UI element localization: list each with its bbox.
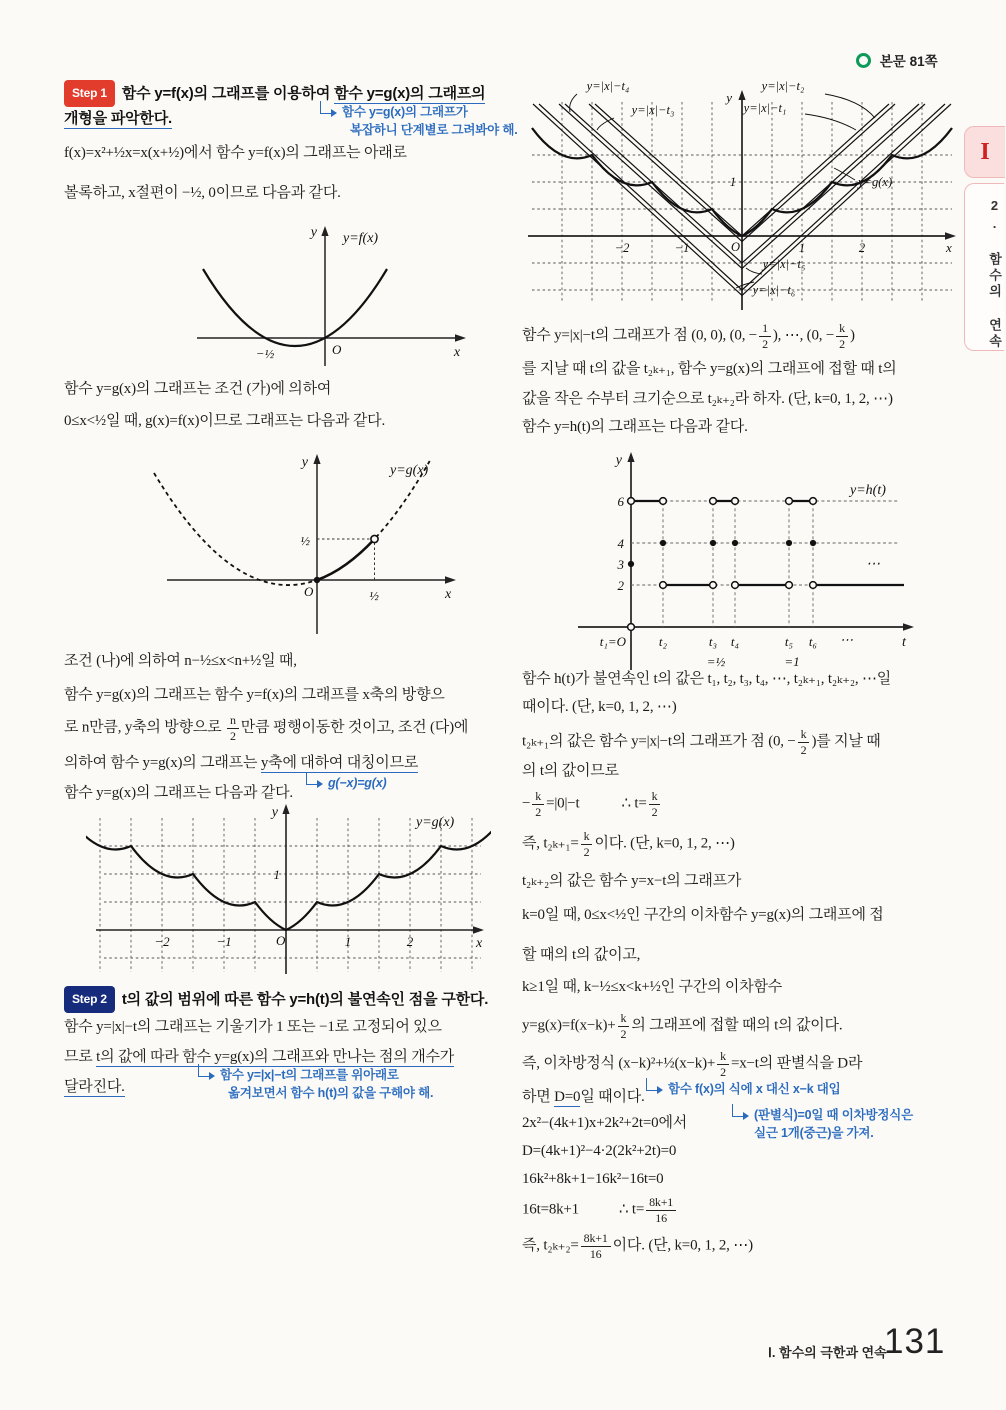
- rc-equation-D: D=(4k+1)²−4·2(2k²+2t)=0: [522, 1143, 677, 1159]
- tick-minus1: −1: [216, 934, 232, 949]
- xtick-t6: t₆: [808, 634, 818, 649]
- line-label-t4: y=|x|−t₄: [586, 79, 630, 93]
- fraction-8k1-over-16: $\frac{8k+1}{16}$: [646, 1196, 676, 1224]
- y-axis-arrow-icon: [738, 90, 745, 100]
- step1-paragraph2-line1: 함수 y=g(x)의 그래프는 조건 (가)에 의하여: [64, 381, 332, 397]
- origin-label: O: [304, 584, 314, 599]
- rc-paragraph1-line2: 를 지날 때 t의 값을 t₂ₖ₊₁, 함수 y=g(x)의 그래프에 접할 때 t의: [522, 361, 897, 377]
- tick-minus2: −2: [154, 934, 170, 949]
- ytick-4: 4: [617, 536, 624, 551]
- line4-part1: 의하여 함수 y=g(x)의 그래프는: [64, 755, 261, 771]
- tick-1: 1: [798, 241, 806, 255]
- x-axis-arrow-icon: [473, 926, 484, 933]
- figure-h-step: [566, 442, 926, 679]
- footer-section-title: Ⅰ. 함수의 극한과 연속: [768, 1345, 887, 1360]
- origin-label: O: [332, 342, 342, 357]
- eq1-minus: −: [522, 795, 531, 812]
- fraction-n-over-2: $\frac{n}{2}$: [227, 714, 239, 742]
- rc-equation-expanded: 2x²−(4k+1)x+2k²+2t=0에서: [522, 1115, 688, 1131]
- x-axis-label: x: [476, 936, 483, 951]
- tick-minus2: −2: [614, 241, 630, 255]
- target-circle-icon: [856, 53, 871, 68]
- y-axis-arrow-icon: [321, 226, 328, 236]
- step1-paragraph3-line2: 함수 y=g(x)의 그래프는 함수 y=f(x)의 그래프를 x축의 방향으: [64, 687, 445, 703]
- step2-callout-line1: 함수 y=|x|−t의 그래프를 위아래로: [220, 1068, 399, 1082]
- x-axis-label: x: [453, 345, 461, 360]
- rc-paragraph5: t₂ₖ₊₂의 값은 함수 y=x−t의 그래프가: [522, 873, 742, 889]
- rc-paragraph1-line4: 함수 y=h(t)의 그래프는 다음과 같다.: [522, 419, 748, 435]
- step1-paragraph3-line5: 함수 y=g(x)의 그래프는 다음과 같다.: [64, 785, 293, 801]
- fraction-k-over-2: $\frac{k}{2}$: [717, 1050, 729, 1078]
- p1-part1: 함수 y=|x|−t의 그래프가 점 (0, 0), (0, −: [522, 327, 758, 344]
- figure-parabola-f: [175, 220, 480, 377]
- y-axis-label: y: [726, 90, 732, 105]
- step1-paragraph1-line2: 볼록하고, x절편이 −½, 0이므로 다음과 같다.: [64, 185, 341, 201]
- step1-badge: Step 1: [64, 80, 115, 107]
- rc-equation1: [522, 790, 662, 818]
- callout-arrowhead-icon: [657, 1086, 667, 1094]
- tick-1: 1: [344, 934, 352, 949]
- label-arrow: [805, 114, 856, 130]
- rc-paragraph7: k≥1일 때, k−½≤x<k+½인 구간의 이차함수: [522, 979, 783, 995]
- p10-part2: 일 때이다.: [580, 1089, 645, 1105]
- t3-value-label: =½: [706, 654, 726, 669]
- rc-paragraph3-line1: [522, 728, 881, 756]
- line4-underlined: y축에 대하여 대칭이므로: [260, 755, 419, 771]
- x-half-label: ½: [369, 588, 379, 603]
- line2-part1: 므로: [64, 1049, 97, 1065]
- step1-paragraph3-line4: [64, 752, 418, 774]
- curve-label-g: y=g(x): [416, 815, 455, 830]
- line-label-t3: y=|x|−t₃: [631, 103, 675, 117]
- chapter-tab-label: 2. 함수의 연속: [964, 183, 1004, 351]
- p10-discriminant: D=0: [554, 1089, 581, 1105]
- fraction-8k1-over-16: $\frac{8k+1}{16}$: [581, 1232, 611, 1260]
- line-label-t6: y=|x|−t₆: [752, 283, 796, 297]
- fraction-k-over-2: $\frac{k}{2}$: [836, 322, 848, 350]
- line2-underlined: t의 값에 따라 함수 y=g(x)의 그래프와 만나는 점의 개수가: [96, 1049, 455, 1065]
- p14-therefore: ∴ t=: [619, 1201, 645, 1218]
- y-axis-label: y: [310, 225, 317, 240]
- figure-g-full: [86, 802, 491, 984]
- p8-part2: 의 그래프에 접할 때의 t의 값이다.: [631, 1017, 843, 1034]
- t-axis-label: t: [902, 635, 906, 650]
- p1-part3: ): [849, 327, 855, 344]
- symmetry-callout: g(−x)=g(x): [328, 776, 387, 790]
- p10-part1: 하면: [522, 1089, 555, 1105]
- rc-paragraph4: [522, 830, 735, 858]
- chapter-roman-numeral: I: [964, 126, 1005, 178]
- xtick-t5: t₅: [784, 634, 794, 649]
- footer-page-number: 131: [884, 1322, 946, 1361]
- ytick-2: 2: [617, 578, 624, 593]
- fraction-k-over-2: $\frac{k}{2}$: [581, 830, 593, 858]
- p3-part1: t₂ₖ₊₁의 값은 함수 y=|x|−t의 그래프가 점 (0, −: [522, 733, 796, 750]
- y-half-label: ½: [300, 533, 310, 548]
- x-axis-arrow-icon: [945, 232, 956, 239]
- rc-paragraph6-line2: 할 때의 t의 값이고,: [522, 947, 641, 963]
- fraction-k-over-2: $\frac{k}{2}$: [618, 1012, 630, 1040]
- line3-underlined: 달라진다.: [64, 1079, 125, 1095]
- x-axis-label: x: [445, 587, 452, 602]
- y-axis-label: y: [271, 805, 278, 820]
- fraction-k-over-2: $\frac{k}{2}$: [532, 790, 544, 818]
- tick-minus1: −1: [674, 241, 690, 255]
- xtick-t4: t₄: [730, 634, 740, 649]
- step1-lead-text: 함수 y=f(x)의 그래프를 이용하여: [121, 85, 335, 102]
- figure-vlines: [520, 74, 960, 321]
- step2-paragraph-line1: 함수 y=|x|−t의 그래프는 기울기가 1 또는 −1로 고정되어 있으: [64, 1019, 442, 1035]
- step1-lead-underlined2: 개형을 파악한다.: [64, 110, 172, 127]
- curve-label-g: y=g(x): [390, 463, 429, 478]
- line-label-t5: y=|x|−t₅: [762, 257, 806, 271]
- step1-lead-line1: [64, 80, 485, 107]
- step1-paragraph3-line1: 조건 (나)에 의하여 n−½≤x<n+½일 때,: [64, 653, 297, 669]
- callout-arrowhead-icon: [209, 1072, 219, 1080]
- fraction-k-over-2: $\frac{k}{2}$: [798, 728, 810, 756]
- step1-callout-line2: 복잡하니 단계별로 그려봐야 해.: [350, 123, 518, 137]
- p9-part1: 즉, 이차방정식 (x−k)²+½(x−k)+: [522, 1055, 716, 1072]
- step1-lead-underlined: 함수 y=g(x)의 그래프의: [334, 85, 486, 102]
- line3-part1: 로 n만큼, y축의 방향으로: [64, 719, 225, 736]
- rc-paragraph1-line3: 값을 작은 수부터 크기순으로 t₂ₖ₊₂라 하자. (단, k=0, 1, 2, ⋯): [522, 391, 893, 407]
- substitute-callout: 함수 f(x)의 식에 x 대신 x−k 대입: [668, 1082, 841, 1096]
- header-reference: [856, 50, 938, 70]
- callout-arrowhead-icon: [317, 780, 327, 788]
- p8-part1: y=g(x)=f(x−k)+: [522, 1017, 616, 1034]
- x-intercept-label: −½: [255, 346, 275, 361]
- p1-part2: ), ⋯, (0, −: [772, 327, 835, 344]
- step1-paragraph2-line2: 0≤x<½일 때, g(x)=f(x)이므로 그래프는 다음과 같다.: [64, 413, 385, 429]
- p4-part1: 즉, t₂ₖ₊₁=: [522, 835, 579, 852]
- p14-part1: 16t=8k+1: [522, 1201, 579, 1218]
- y-axis-label: y: [301, 455, 308, 470]
- xtick-t1: t₁=O: [599, 634, 626, 649]
- curve-label-h: y=h(t): [850, 483, 886, 498]
- p3-part2: )를 지날 때: [811, 733, 881, 750]
- callout-arrowhead-icon: [331, 109, 341, 117]
- y-axis-arrow-icon: [282, 804, 289, 814]
- discriminant-callout-line2: 실근 1개(중근)을 가져.: [754, 1126, 874, 1140]
- origin-label: O: [276, 933, 286, 948]
- ytick-3: 3: [617, 557, 624, 572]
- rc-paragraph1-line1: [522, 322, 855, 350]
- p15-part1: 즉, t₂ₖ₊₂=: [522, 1237, 579, 1254]
- p9-part2: =x−t의 판별식을 D라: [730, 1055, 863, 1072]
- t5-value-label: =1: [784, 654, 800, 669]
- origin-label: O: [731, 240, 741, 254]
- step2-badge: Step 2: [64, 986, 115, 1013]
- step2-lead-line: [64, 986, 488, 1013]
- fraction-1-over-2: $\frac{1}{2}$: [759, 322, 771, 350]
- rc-conclusion: [522, 1232, 753, 1260]
- discriminant-callout-line1: (판별식)=0일 때 이차방정식은: [754, 1108, 913, 1122]
- rc-paragraph9: [522, 1050, 862, 1078]
- step1-callout-line1: 함수 y=g(x)의 그래프가: [342, 105, 468, 119]
- rc-paragraph8: [522, 1012, 842, 1040]
- rc-paragraph6-line1: k=0일 때, 0≤x<½인 구간의 이차함수 y=g(x)의 그래프에 접: [522, 907, 884, 923]
- rc-equation-result: [522, 1196, 678, 1224]
- y-axis-arrow-icon: [313, 454, 320, 464]
- rc-paragraph2-line1: 함수 h(t)가 불연속인 t의 값은 t₁, t₂, t₃, t₄, ⋯, t₂ₖ₊₁, t₂ₖ₊₂, ⋯일: [522, 671, 892, 687]
- label-arrow: [825, 94, 875, 118]
- rc-paragraph2-line2: 때이다. (단, k=0, 1, 2, ⋯): [522, 699, 677, 715]
- step2-paragraph-line2: [64, 1046, 454, 1068]
- eq1-therefore: ∴ t=: [621, 795, 647, 812]
- y-one-label: 1: [273, 867, 280, 882]
- p15-part2: 이다. (단, k=0, 1, 2, ⋯): [612, 1237, 753, 1254]
- step2-lead-text: t의 값의 범위에 따른 함수 y=h(t)의 불연속인 점을 구한다.: [121, 991, 489, 1008]
- line-label-t2: y=|x|−t₂: [761, 79, 805, 93]
- curve-label-f: y=f(x): [343, 231, 379, 246]
- y-one-label: 1: [729, 175, 736, 189]
- step2-paragraph-line3: [64, 1076, 125, 1098]
- step1-paragraph3-line3: [64, 714, 468, 742]
- figure-g-piece: [152, 448, 482, 645]
- tick-2: 2: [858, 241, 866, 255]
- xtick-t2: t₂: [658, 634, 668, 649]
- x-axis-arrow-icon: [455, 334, 466, 341]
- closed-point: [314, 577, 320, 583]
- step1-lead-line2: [64, 108, 172, 130]
- rc-equation-simplified: 16k²+8k+1−16k²−16t=0: [522, 1171, 664, 1187]
- open-point: [371, 535, 378, 542]
- curve-label-g: y=g(x): [858, 175, 893, 189]
- eq1-mid: =|0|−t: [546, 795, 580, 812]
- xaxis-dots: ⋯: [840, 632, 853, 647]
- step1-paragraph1-line1: f(x)=x²+½x=x(x+½)에서 함수 y=f(x)의 그래프는 아래로: [64, 145, 407, 161]
- fraction-k-over-2: $\frac{k}{2}$: [649, 790, 661, 818]
- callout-arrowhead-icon: [743, 1112, 753, 1120]
- rc-paragraph3-line2: 의 t의 값이므로: [522, 763, 619, 779]
- line3-part2: 만큼 평행이동한 것이고, 조건 (다)에: [240, 719, 469, 736]
- step2-callout-line2: 옮겨보면서 함수 h(t)의 값을 구해야 해.: [228, 1086, 434, 1100]
- header-reference-text: 본문 81쪽: [879, 54, 938, 69]
- ytick-6: 6: [617, 494, 624, 509]
- continuation-dots: ⋯: [866, 557, 880, 572]
- x-axis-arrow-icon: [445, 576, 456, 583]
- chapter-side-tab: [964, 126, 1006, 351]
- y-axis-label: y: [615, 453, 622, 468]
- x-axis-arrow-icon: [903, 623, 914, 630]
- x-axis-label: x: [946, 240, 952, 255]
- xtick-t3: t₃: [708, 634, 718, 649]
- tick-2: 2: [406, 934, 414, 949]
- y-axis-arrow-icon: [627, 452, 634, 462]
- p4-part2: 이다. (단, k=0, 1, 2, ⋯): [594, 835, 735, 852]
- rc-paragraph10: [522, 1086, 645, 1108]
- line-label-t1: y=|x|−t₁: [743, 101, 787, 115]
